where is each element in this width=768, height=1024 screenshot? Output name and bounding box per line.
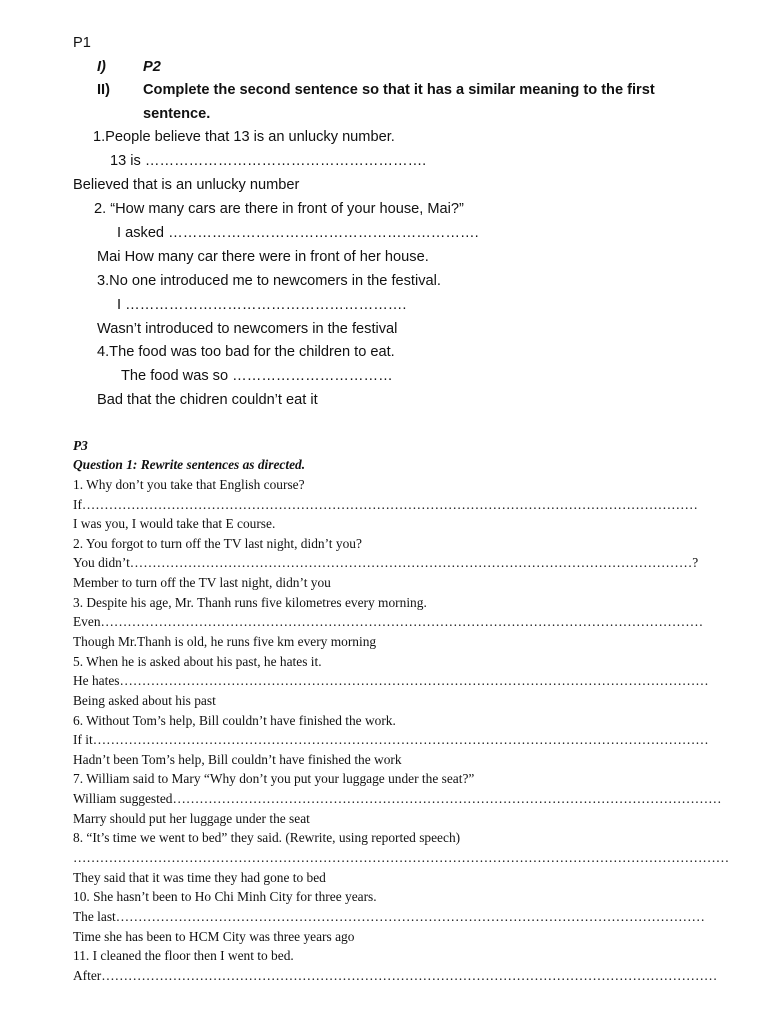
question-title: Question 1: Rewrite sentences as directed. — [73, 457, 306, 472]
exercise-blank: You didn’t………………………………………………………………………………………………………………? — [73, 555, 699, 570]
exercise-sentence: 8. “It’s time we went to bed” they said. (Rewrite, using reported speech) — [73, 830, 461, 845]
exercise-sentence: 5. When he is asked about his past, he hates it. — [73, 654, 322, 669]
handwritten-answer: Mai How many car there were in front of her house. — [97, 249, 429, 265]
exercise-sentence: 6. Without Tom’s help, Bill couldn’t have finished the work. — [73, 713, 396, 728]
handwritten-answer: Hadn’t been Tom’s help, Bill couldn’t have finished the work — [73, 752, 402, 767]
handwritten-answer: Bad that the chidren couldn’t eat it — [97, 392, 318, 408]
section-2-title: Complete the second sentence so that it has a similar meaning to the first — [143, 82, 655, 98]
exercise-sentence: 3. Despite his age, Mr. Thanh runs five kilometres every morning. — [73, 595, 427, 610]
p1-label: P1 — [73, 35, 91, 51]
handwritten-answer: Believed that is an unlucky number — [73, 177, 300, 193]
handwritten-answer: Though Mr.Thanh is old, he runs five km every morning — [73, 634, 377, 649]
exercise-blank: He hates…………………………………………………………………………………………………………………… — [73, 673, 709, 688]
section-1-number: I) — [97, 59, 106, 75]
handwritten-answer: Time she has been to HCM City was three years ago — [73, 929, 355, 944]
section-1-label: P2 — [143, 59, 161, 75]
exercise-sentence: 4.The food was too bad for the children to eat. — [97, 344, 395, 360]
exercise-blank: William suggested…………………………………………………………………………………………………………… — [73, 791, 722, 806]
p3-label: P3 — [73, 438, 88, 453]
exercise-blank: The food was so …………………………… — [121, 368, 393, 384]
section-2-number: II) — [97, 82, 110, 98]
exercise-blank: Even……………………………………………………………………………………………………………………… — [73, 614, 704, 629]
exercise-sentence: 1. Why don’t you take that English course? — [73, 477, 305, 492]
handwritten-answer: Marry should put her luggage under the seat — [73, 811, 310, 826]
exercise-blank: ………………………………………………………………………………………………………………………………… — [73, 850, 730, 865]
exercise-blank: If it………………………………………………………………………………………………………………………… — [73, 732, 709, 747]
section-2-title-cont: sentence. — [143, 106, 211, 122]
handwritten-answer: I was you, I would take that E course. — [73, 516, 276, 531]
exercise-blank: After………………………………………………………………………………………………………………………… — [73, 968, 718, 983]
exercise-sentence: 11. I cleaned the floor then I went to bed. — [73, 948, 294, 963]
exercise-blank: I …………………………………………………. — [117, 297, 407, 313]
exercise-blank: 13 is …………………………………………………. — [110, 153, 427, 169]
exercise-sentence: 1.People believe that 13 is an unlucky number. — [93, 129, 395, 145]
exercise-blank: If………………………………………………………………………………………………………………………… — [73, 497, 698, 512]
exercise-sentence: 7. William said to Mary “Why don’t you put your luggage under the seat?” — [73, 771, 475, 786]
handwritten-answer: Wasn’t introduced to newcomers in the festival — [97, 321, 398, 337]
exercise-blank: I asked ………………………………………………………. — [117, 225, 479, 241]
handwritten-answer: Being asked about his past — [73, 693, 216, 708]
exercise-sentence: 3.No one introduced me to newcomers in the festival. — [97, 273, 441, 289]
exercise-blank: The last…………………………………………………………………………………………………………………… — [73, 909, 705, 924]
exercise-sentence: 10. She hasn’t been to Ho Chi Minh City for three years. — [73, 889, 377, 904]
exercise-sentence: 2. “How many cars are there in front of your house, Mai?” — [94, 201, 464, 217]
handwritten-answer: They said that it was time they had gone to bed — [73, 870, 326, 885]
exercise-sentence: 2. You forgot to turn off the TV last night, didn’t you? — [73, 536, 362, 551]
handwritten-answer: Member to turn off the TV last night, didn’t you — [73, 575, 331, 590]
